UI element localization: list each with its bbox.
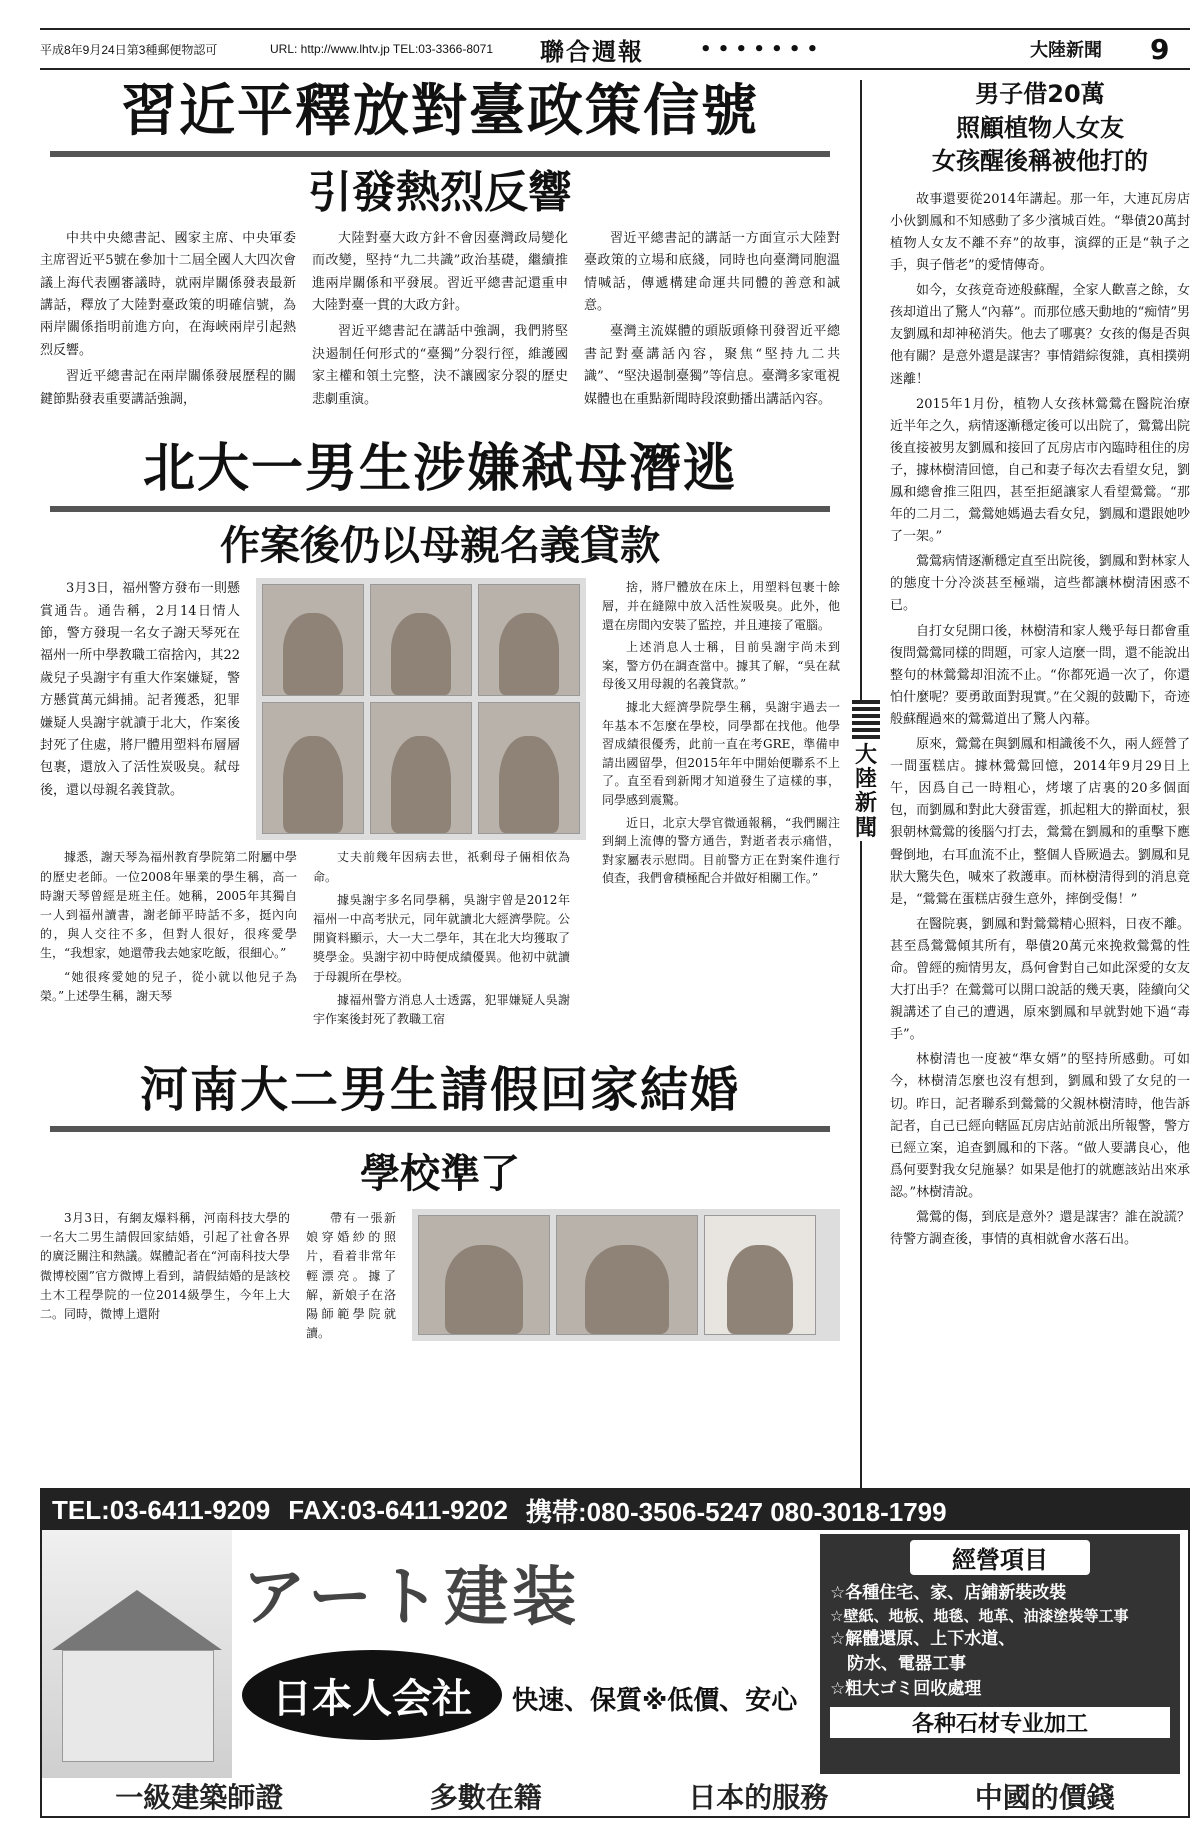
- page-header: [40, 28, 1190, 70]
- stone-service: 各种石材专业加工: [830, 1707, 1170, 1738]
- postal-permit: 平成8年9月24日第3種郵便物認可: [40, 42, 218, 57]
- article2-subhead: 作案後仍以母親名義貸款: [220, 522, 660, 570]
- business-item: ☆解體還原、上下水道、: [830, 1629, 1016, 1650]
- bride-photo: [418, 1215, 550, 1335]
- house-wall: [62, 1650, 214, 1762]
- article2-col1: [40, 578, 240, 848]
- headline-rule: [50, 1126, 830, 1132]
- paragraph: 如今，女孩竟奇迹般蘇醒，全家人歡喜之餘，女孩却道出了驚人“內幕”。而那位感天動地的“痴情”男友劉鳳和却神秘消失。他去了哪裏？女孩的傷是否與他有關？是意外還是謀害？事情錯綜復雜，真相撲朔迷離！: [890, 283, 1190, 387]
- house-illustration: [42, 1530, 232, 1778]
- bride-photos: [412, 1209, 840, 1341]
- article2-body-bottom: [40, 848, 570, 1048]
- ad-contact-bar: [42, 1490, 1188, 1530]
- section-name: 大陸新聞: [1030, 40, 1102, 61]
- suspect-photos: [256, 578, 586, 840]
- ad-fax: FAX:03-6411-9202: [288, 1494, 508, 1525]
- paragraph: 原來，鶯鶯在與劉鳳和相識後不久，兩人經營了一間蛋糕店。據林鶯鶯回憶，2014年9月29日上午，因爲自己一時粗心，烤壞了店裏的20多個面包，而劉鳳和對此大發雷霆，抓起粗大的擀面杖，狠狠朝林鶯鶯的後腦勺打去，鶯鶯在劉鳳和的重擊下應聲倒地，右耳血流不止，整個人昏厥過去。劉鳳和見狀大驚失色，喊來了救護車。而林樹清得到的消息竟是，“鶯鶯在蛋糕店發生意外，摔倒受傷！”: [890, 737, 1190, 907]
- paragraph: 2015年1月份，植物人女孩林鶯鶯在醫院治療近半年之久，病情逐漸穩定後可以出院了，鶯鶯出院後直接被男友劉鳳和接回了瓦房店市內臨時租住的房子，據林樹清回憶，自己和妻子每次去看望女兒，劉鳳和總會推三阻四，甚至拒絕讓家人看望鶯鶯。“那年的二月二，鶯鶯她媽過去看女兒，劉鳳和還跟她吵了一架。”: [890, 396, 1190, 545]
- surveillance-photo: [370, 702, 472, 834]
- paragraph: 中共中央總書記、國家主席、中央軍委主席習近平5號在參加十二屆全國人大四次會議上海代表團審議時，就兩岸關係發表最新講話，釋放了大陸對臺政策的明確信號，為兩岸關係指明前進方向，在海峽兩岸引起熱烈反響。: [40, 230, 296, 358]
- paragraph: 大陸對臺大政方針不會因臺灣政局變化而改變，堅持“九二共識”政治基礎，繼續推進兩岸關係和平發展。習近平總書記還重申大陸對臺一貫的大政方針。: [312, 230, 568, 314]
- paragraph: 據北大經濟學院學生稱，吳謝宇過去一年基本不怎麼在學校，同學都在找他。他學習成績很優秀，此前一直在考GRE，準備申請出國留學，但2015年年中開始便聯系不上了。直至看到新聞才知道發生了這樣的事，同學感到震驚。: [602, 699, 840, 807]
- surveillance-photo: [478, 702, 580, 834]
- masthead: 聯合週報: [540, 37, 644, 66]
- article1-subhead: 引發熱烈反響: [308, 167, 572, 219]
- article1-col1: [40, 228, 296, 428]
- advertisement: [40, 1488, 1190, 1818]
- footer-phrase: 一級建築師證: [115, 1781, 284, 1814]
- article1-col2: [312, 228, 568, 428]
- article3-col2: [306, 1209, 396, 1349]
- business-item: ☆各種住宅、家、店鋪新裝改裝: [830, 1583, 1067, 1603]
- article3-body: [40, 1209, 840, 1349]
- paragraph: 捨，將尸體放在床上，用塑料包裹十餘層，并在縫隙中放入活性炭吸臭。此外，他還在房間內安裝了監控，并且連接了電腦。: [602, 580, 840, 632]
- ad-tel: TEL:03-6411-9209: [52, 1494, 271, 1525]
- footer-phrase: 日本的服務: [688, 1781, 829, 1814]
- article3-headline: 河南大二男生請假回家結婚: [139, 1062, 740, 1119]
- paragraph: 習近平總書記在兩岸關係發展歷程的關鍵節點發表重要講話強調，: [40, 369, 296, 407]
- page-number: 9: [1150, 32, 1170, 66]
- ad-body: [42, 1530, 1188, 1778]
- paragraph: 自打女兒開口後，林樹清和家人幾乎每日都會重復問鶯鶯同樣的問題，可家人這麼一問，還不能說出整句的林鶯鶯却泪流不止。“你都死過一次了，你還怕什麼呢？要勇敢面對現實。”在父親的鼓勵下，奇迹般蘇醒過來的鶯鶯道出了驚人內幕。: [890, 623, 1190, 727]
- headline-rule: [50, 506, 830, 512]
- paragraph: 3月3日，福州警方發布一則懸賞通告。通告稱，2月14日情人節，警方發現一名女子謝天琴死在福州一所中學教職工宿捨內，其22歲兒子吳謝宇有重大作案嫌疑，警方懸賞萬元緝捕。記者獲悉，犯罪嫌疑人吳謝宇就讀于北大，作案後封死了住處，將尸體用塑料布層層包裹，還放入了活性炭吸臭。弒母後，還以母親名義貸款。: [40, 581, 240, 798]
- company-badge: 日本人会社: [242, 1650, 502, 1740]
- tag-bars: [852, 700, 880, 740]
- article3-subhead: 學校準了: [360, 1149, 520, 1197]
- leave-form-photo: [704, 1215, 816, 1335]
- paragraph: 鶯鶯病情逐漸穩定直至出院後，劉鳳和對林家人的態度十分冷淡甚至極端，這些都讓林樹清困惑不已。: [890, 554, 1190, 614]
- main-column: [40, 78, 840, 1349]
- ad-footer: [42, 1776, 1188, 1816]
- article1-body: [40, 228, 840, 428]
- article3-col1: [40, 1209, 290, 1349]
- business-list: [820, 1534, 1180, 1774]
- paragraph: 習近平總書記在講話中強調，我們將堅決遏制任何形式的“臺獨”分裂行徑，維護國家主權和領土完整，決不讓國家分裂的歷史悲劇重演。: [312, 324, 568, 407]
- paragraph: 臺灣主流媒體的頭版頭條刊發習近平總書記對臺講話內容，聚焦“堅持九二共識”、“堅決遏制臺獨”等信息。臺灣多家電視媒體也在重點新聞時段滾動播出講話內容。: [584, 324, 840, 407]
- paragraph: 據吳謝宇多名同學稱，吳謝宇曾是2012年福州一中高考狀元，同年就讀北大經濟學院。公開資料顯示，大一大二學年，其在北大均獲取了獎學金。吳謝宇初中時便成績優異。他初中就讀于母親所在學校。: [313, 892, 570, 984]
- article2-col1-bottom: [40, 848, 297, 1048]
- article2-headline: 北大一男生涉嫌弒母潛逃: [142, 438, 737, 499]
- surveillance-photo: [262, 702, 364, 834]
- paragraph: 近日，北京大學官微通報稱，“我們關注到網上流傳的警方通告，對逝者表示痛惜，對家屬表示慰問。目前警方正在對案件進行偵查，我們會積極配合并做好相關工作。”: [602, 815, 840, 886]
- newspaper-page: [10, 10, 1190, 1820]
- paragraph: 林樹清也一度被“準女婿”的堅持所感動。可如今，林樹清怎麼也沒有想到，劉鳳和毀了女兒的一切。昨日，記者聯系到鶯鶯的父親林樹清時，他告訴記者，自己已經向轄區瓦房店站前派出所報警，警方已經立案，追查劉鳳和的下落。“做人要講良心，他爲何要對我女兒施暴？如果是他打的就應該站出來承認。”林樹清說。: [890, 1052, 1190, 1200]
- house-roof: [52, 1590, 222, 1650]
- vertical-tag-text: 大陸新聞: [854, 743, 877, 841]
- ad-tagline: 快速、保質※低價、安心: [512, 1686, 798, 1716]
- suspect-photo: [262, 584, 364, 696]
- header-dots: • • • • • • •: [700, 38, 819, 60]
- business-item: ☆壁紙、地板、地毯、地革、油漆塗裝等工事: [830, 1606, 1129, 1625]
- paragraph: “她很疼愛她的兒子，從小就以他兒子為榮。”上述學生稱，謝天琴: [40, 969, 297, 1003]
- paragraph: 鶯鶯的傷，到底是意外？還是謀害？誰在說謊？待警方調查後，事情的真相就會水落石出。: [890, 1210, 1190, 1248]
- paragraph: 帶有一張新娘穿婚紗的照片，看着非常年輕漂亮。據了解，新娘子在洛陽師範學院就讀。: [306, 1210, 396, 1341]
- paragraph: 據福州警方消息人士透露，犯罪嫌疑人吳謝宇作案後封死了教職工宿: [313, 992, 570, 1026]
- paragraph: 丈夫前幾年因病去世，祇剩母子倆相依為命。: [313, 850, 570, 884]
- paragraph: 據悉，謝天琴為福州教育學院第二附屬中學的歷史老師。一位2008年畢業的學生稱，高一時謝天琴曾經是班主任。她稱，2005年其獨自一人到福州讀書，謝老師平時話不多，挺內向的，與人交往不多，但對人很好，很疼愛學生，“我想家，她還帶我去她家吃飯，很細心。”: [40, 850, 297, 961]
- bride-photo: [556, 1215, 698, 1335]
- ad-mobile: 携帯:080-3506-5247 080-3018-1799: [525, 1496, 947, 1527]
- footer-phrase: 多數在籍: [429, 1781, 542, 1814]
- footer-phrase: 中國的價錢: [974, 1781, 1115, 1814]
- paragraph: 故事還要從2014年講起。那一年，大連瓦房店小伙劉鳳和不知感動了多少濱城百姓。“舉債20萬封植物人女友不離不弃”的故事，演繹的正是“執子之手，與子偕老”的愛情傳奇。: [890, 191, 1190, 274]
- article2-col2-bottom: [313, 848, 570, 1048]
- paragraph: 上述消息人士稱，目前吳謝宇尚未到案，警方仍在調查當中。據其了解，“吳在弒母後又用母親的名義貸款。”: [602, 640, 840, 692]
- paragraph: 3月3日，有網友爆料稱，河南科技大學的一名大二男生請假回家結婚，引起了社會各界的廣泛關注和熱議。媒體記者在“河南科技大學微博校園”官方微博上看到，請假結婚的是該校土木工程學院的一位2014級學生，今年上大二。同時，微博上還附: [40, 1210, 290, 1321]
- suspect-photo: [478, 584, 580, 696]
- paragraph: 在醫院裏，劉鳳和對鶯鶯精心照料，日夜不離。甚至爲鶯鶯傾其所有，舉債20萬元來挽救鶯鶯的性命。曾經的痴情男友，爲何會對自己如此深愛的女友大打出手？在鶯鶯可以開口說話的幾天裏，陸續向父親講述了自己的遭遇，原來劉鳳和早就對她下過“毒手”。: [890, 916, 1190, 1043]
- section-vertical-tag: [852, 700, 880, 841]
- paragraph: 習近平總書記的講話一方面宣示大陸對臺政策的立場和底綫，同時也向臺灣同胞溫情喊話，傳遞構建命運共同體的善意和誠意。: [584, 230, 840, 314]
- business-item: ☆粗大ゴミ回收處理: [830, 1678, 982, 1699]
- contact-url: URL: http://www.lhtv.jp TEL:03-3366-8071: [270, 42, 494, 56]
- article1-col3: [584, 228, 840, 428]
- article2-col3: [602, 578, 840, 886]
- article1-headline: 習近平釋放對臺政策信號: [121, 79, 759, 144]
- suspect-photo: [370, 584, 472, 696]
- sidebar-headline: 男子借20萬 照顧植物人女友 女孩醒後稱被他打的: [932, 80, 1148, 176]
- headline-rule: [50, 151, 830, 157]
- business-heading: 經營項目: [910, 1540, 1090, 1575]
- business-item: 防水、電器工事: [830, 1654, 966, 1675]
- sidebar-article: [890, 78, 1190, 1254]
- company-logo: アート建装: [242, 1560, 581, 1635]
